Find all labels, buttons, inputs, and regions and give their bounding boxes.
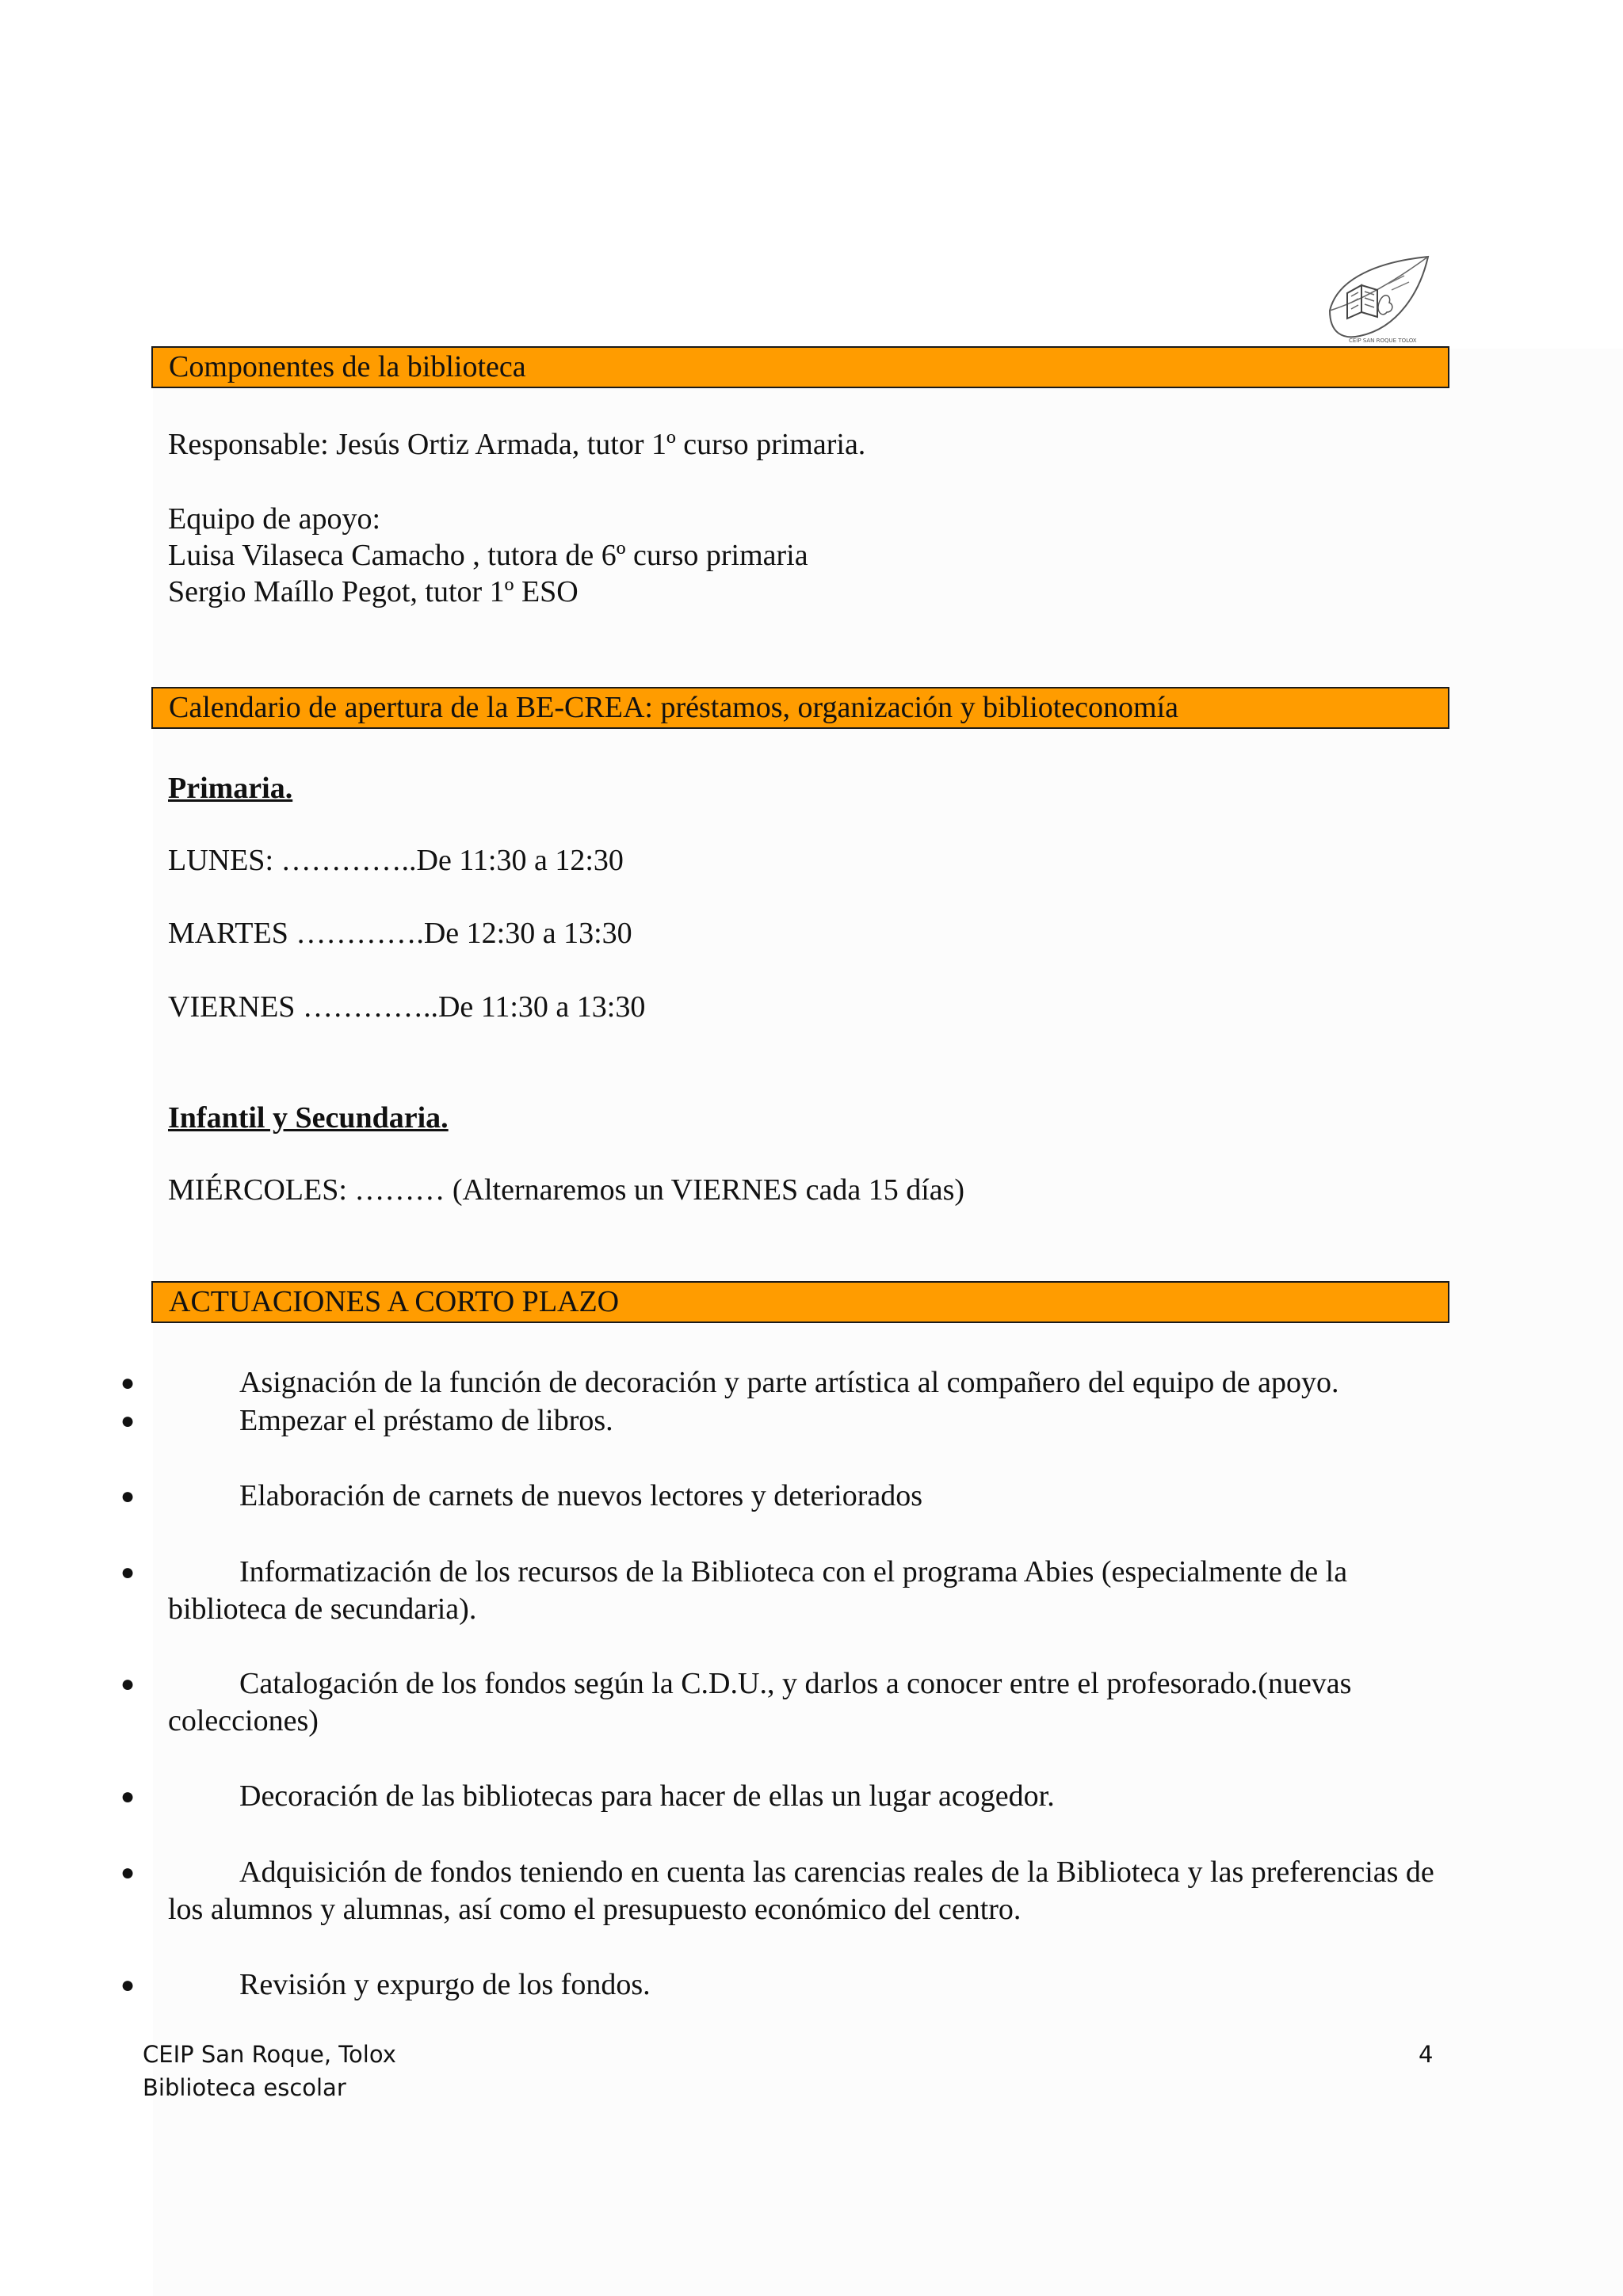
footer-subtitle: Biblioteca escolar — [143, 2074, 346, 2101]
school-logo-icon — [1316, 255, 1434, 346]
svg-text:CEIP SAN ROQUE TOLOX: CEIP SAN ROQUE TOLOX — [1349, 338, 1417, 344]
other-heading: Infantil y Secundaria. — [168, 1101, 449, 1135]
action-item: Catalogación de los fondos según la C.D.U., y darlos a conocer entre el profesorado.(nuevas colecciones) — [168, 1667, 1352, 1737]
action-item: Adquisición de fondos teniendo en cuenta las carencias reales de la Biblioteca y las preferencias de los alumnos y alumnas, así como el presupuesto económico del centro. — [168, 1855, 1434, 1926]
action-item: Informatización de los recursos de la Biblioteca con el programa Abies (especialmente de la biblioteca de secundaria). — [168, 1555, 1348, 1626]
bullet-icon: ● — [120, 1408, 136, 1434]
action-item: Elaboración de carnets de nuevos lectores y deteriorados — [239, 1479, 923, 1512]
schedule-line: LUNES: …………..De 11:30 a 12:30 — [168, 844, 624, 877]
bullet-icon: ● — [120, 1671, 136, 1697]
bullet-icon: ● — [120, 1859, 136, 1886]
action-item: Asignación de la función de decoración y parte artística al compañero del equipo de apoyo. — [239, 1366, 1339, 1399]
section-header-components: Componentes de la biblioteca — [151, 346, 1449, 388]
action-item: Empezar el préstamo de libros. — [239, 1404, 613, 1437]
support-label: Equipo de apoyo: — [168, 502, 381, 536]
responsible-line: Responsable: Jesús Ortiz Armada, tutor 1º curso primaria. — [168, 428, 866, 461]
action-item: Revisión y expurgo de los fondos. — [239, 1968, 651, 2001]
footer-school: CEIP San Roque, Tolox — [143, 2041, 396, 2068]
schedule-line: MIÉRCOLES: ……… (Alternaremos un VIERNES cada 15 días) — [168, 1173, 965, 1207]
page-number: 4 — [1419, 2041, 1434, 2068]
primary-heading: Primaria. — [168, 772, 293, 805]
support-member: Sergio Maíllo Pegot, tutor 1º ESO — [168, 575, 579, 608]
bullet-icon: ● — [120, 1483, 136, 1509]
section-header-calendar: Calendario de apertura de la BE-CREA: préstamos, organización y biblioteconomía — [151, 687, 1449, 729]
schedule-line: MARTES ………….De 12:30 a 13:30 — [168, 917, 632, 950]
bullet-icon: ● — [120, 1559, 136, 1585]
action-item: Decoración de las bibliotecas para hacer de ellas un lugar acogedor. — [239, 1779, 1055, 1813]
bullet-icon: ● — [120, 1783, 136, 1810]
support-member: Luisa Vilaseca Camacho , tutora de 6º curso primaria — [168, 539, 808, 572]
bullet-icon: ● — [120, 1972, 136, 1998]
section-header-actions: ACTUACIONES A CORTO PLAZO — [151, 1281, 1449, 1323]
schedule-line: VIERNES …………..De 11:30 a 13:30 — [168, 990, 646, 1024]
bullet-icon: ● — [120, 1370, 136, 1396]
